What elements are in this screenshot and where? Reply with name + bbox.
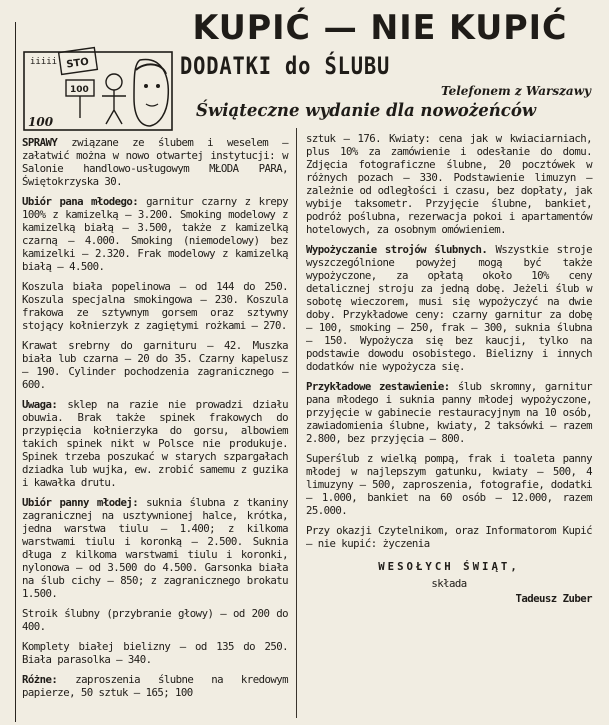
paragraph [306, 380, 592, 445]
paragraph [22, 280, 288, 332]
paragraph-text: suknia ślubna z tkaniny zagranicznej na usztywnionej halce, krótka, jedna warstwa tiulu — 1.400; z kilkoma warstwami tiulu i koronką — 2.500. Suknia długa z kilkoma warstwami tiulu i koronki, nylonowa — od 3.500 do 4.500. Garsonka biała na ślub cichy — 850; z zagranicznego brokatu 1.500. [22, 496, 288, 600]
paragraph [22, 496, 288, 600]
paragraph [306, 132, 592, 236]
paragraph [306, 243, 592, 373]
left-rule [15, 22, 16, 722]
signature-sklada: składa [431, 577, 467, 590]
paragraph [22, 398, 288, 489]
paragraph [306, 524, 592, 550]
paragraph-text: Superślub z wielką pompą, frak i toaleta panny młodej w najlepszym gatunku, kwiaty — 500, 4 limuzyny — 500, zaproszenia, fotografie, dodatki — 1.000, bankiet na 60 osób — 12.000, razem 25.000. [306, 452, 592, 517]
paragraph-lead: Ubiór panny młodej: [22, 496, 139, 509]
paragraph-text: Komplety białej bielizny — od 135 do 250. Biała parasolka — 340. [22, 640, 288, 666]
dateline: Telefonem z Warszawy [441, 84, 591, 98]
paragraph-text: ślub skromny, garnitur pana młodego i suknia panny młodej wypożyczone, przyjęcie w gabinecie restauracyjnym na 10 osób, zawiadomienia ślubne, kwiaty, 2 taksówki — razem 2.800, bez przyjęcia — 800. [306, 380, 593, 445]
paragraph-lead: Wypożyczanie strojów ślubnych. [306, 243, 488, 256]
page-title: KUPIĆ — NIE KUPIĆ [192, 8, 568, 48]
paragraph-text: garnitur czarny z krepy 100% z kamizelką — 3.200. Smoking modelowy z kamizelką białą — 3.500, także z kamizelką czarną — 4.000. Smoking (niemodelowy) bez kamizelki — 2.320. Frak modelowy z kamizelką białą — 4.500. [22, 195, 288, 273]
paragraph-lead: Przykładowe zestawienie: [306, 380, 450, 393]
paragraph [306, 452, 592, 517]
paragraph-text: Krawat srebrny do garnituru — 42. Muszka biała lub czarna — 20 do 35. Czarny kapelusz — 190. Cylinder pochodzenia zagranicznego — 600. [22, 339, 288, 391]
logo-corner-text: 100 [28, 115, 54, 129]
kicker-headline: Świąteczne wydanie dla nowożeńców [196, 100, 537, 121]
paragraph [22, 339, 288, 391]
column-divider [296, 128, 297, 718]
paragraph-lead: Uwaga: [22, 398, 58, 411]
face-portrait-icon [134, 59, 168, 126]
paragraph [22, 673, 288, 699]
paragraph-lead: Ubiór pana młodego: [22, 195, 139, 208]
paragraph-text: Przy okazji Czytelnikom, oraz Informatorom Kupić — nie kupić: życzenia [306, 524, 592, 550]
paragraph-lead: Różne: [22, 673, 58, 686]
paragraph [22, 136, 288, 188]
figure-icon [102, 74, 126, 124]
paragraph-text: zaproszenia ślubne na kredowym papierze, 50 sztuk — 165; 100 [22, 673, 288, 699]
signature-wishes: WESOŁYCH ŚWIĄT, [378, 560, 520, 573]
paragraph [22, 640, 288, 666]
signature-author: Tadeusz Zuber [515, 592, 592, 605]
paragraph-text: sztuk — 176. Kwiaty: cena jak w kwiaciarniach, plus 10% za zamówienie i odesłanie do domu. Zdjęcia fotograficzne ślubne, 20 pocztówek w różnych pozach — 330. Podstawienie limuzyn — zależnie od odległości i czasu, bez dopłaty, jak wybije taksometr. Przyjęcie ślubne, bankiet, podróż poślubna, rezerwacja pokoi i apartamentów hotelowych, za osobnym omówieniem. [306, 132, 592, 236]
paragraph [22, 607, 288, 633]
paragraph-text: sklep na razie nie prowadzi działu obuwia. Brak także spinek frakowych do przypięcia kołnierzyka do gorsu, albowiem takich spinek nikt w Polsce nie produkuje. Spinek trzeba poszukać w starych szpargałach dziadka lub wujka, ew. zrobić samemu z guzika i kawałka drutu. [22, 398, 288, 489]
paragraph-text: Stroik ślubny (przybranie głowy) — od 200 do 400. [22, 607, 288, 633]
page-subtitle: DODATKI do ŚLUBU [180, 52, 391, 80]
logo-tag-text: STO [65, 56, 90, 71]
article-column-1 [22, 136, 288, 706]
paragraph [22, 195, 288, 273]
paragraph-text: Wszystkie stroje wyszczególnione powyżej mogą być także wypożyczone, za opłatą około 10% ceny detalicznej stroju za jedną dobę. Jeżeli ślub w sobotę wieczorem, musi się wypożyczyć na dwie doby. Przykładowe ceny: czarny garnitur za dobę — 100, smoking — 250, frak — 300, suknia ślubna — 150. Wypożycza się bez kaucji, tylko na podstawie dowodu osobistego. Bielizny i innych dodatków nie wypożycza się. [306, 243, 592, 373]
paragraph-text: Koszula biała popelinowa — od 144 do 250. Koszula specjalna smokingowa — 230. Koszula frakowa ze sztywnym gorsem oraz sztywny stojący kołnierzyk z zagiętymi rożkami — 270. [22, 280, 288, 332]
price-sign-100 [66, 80, 94, 118]
logo-sign-text: 100 [70, 85, 89, 95]
paragraph-text: związane ze ślubem i weselem — załatwić można w nowo otwartej instytucji: w Salonie handlowo-usługowym MŁODA PARA, Świętokrzyska 30. [22, 136, 288, 188]
article-column-2 [306, 132, 592, 605]
logo-marks: iiiii [30, 57, 58, 67]
paragraph-lead: SPRAWY [22, 136, 58, 149]
column-logo-illustration [22, 46, 174, 132]
